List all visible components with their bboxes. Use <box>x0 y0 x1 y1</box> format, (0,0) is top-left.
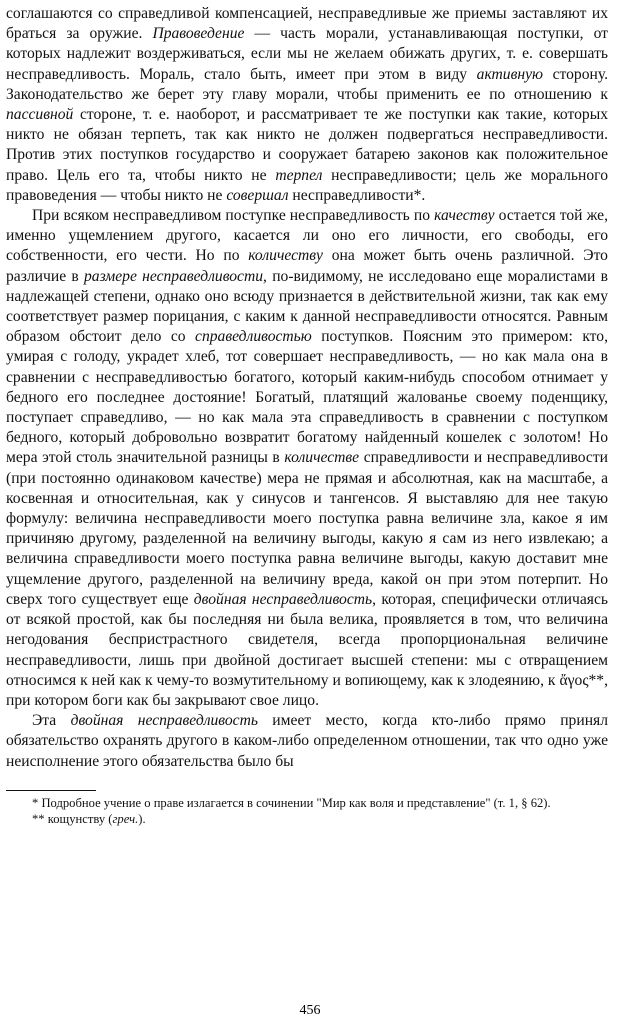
text-run: несправедливости; цель же морального правоведения — чтобы никто не <box>6 166 608 204</box>
text-run: несправедливости*. <box>288 186 426 204</box>
italic-run: двойная несправедливость <box>70 712 258 730</box>
text-run: соглашаются со справедливой компенсацией, несправедливые же приемы заставляют их браться за оружие. <box>6 5 608 43</box>
italic-run: совершал <box>226 186 289 204</box>
text-run: сторону. Законодательство же берет эту главу морали, чтобы применить ее по отношению к <box>6 65 608 103</box>
footnotes <box>6 795 608 827</box>
text-run: она может быть очень различной. Это различие в <box>6 247 608 285</box>
text-run: стороне, т. е. наоборот, и рассматривает те же поступки как такие, которых никто не обязан терпеть, так как никто не должен подвергаться несправедливости. Против этих поступков государство и сооружает батарею законов как положительное право. Цель его та, чтобы никто не <box>6 106 608 184</box>
italic-run: количеству <box>248 247 323 265</box>
italic-run: активную <box>476 65 544 83</box>
italic-run: количестве <box>284 449 360 467</box>
text-run: остается той же, именно ущемлением другого, касается ли оно его личности, его свободы, его собственности, его чести. Но по <box>6 207 608 265</box>
footnote-divider <box>6 790 96 791</box>
footnote-1 <box>6 795 608 811</box>
italic-run: двойная несправедливость <box>193 590 373 608</box>
paragraph-3 <box>6 711 608 772</box>
main-text <box>6 4 608 772</box>
italic-run: качеству <box>434 207 495 225</box>
text-run: * Подробное учение о праве излагается в сочинении "Мир как воля и представление" (т. 1, § 62). <box>32 795 551 810</box>
text-run: Эта <box>32 712 71 730</box>
text-run: ** кощунству ( <box>32 811 113 826</box>
text-run: поступков. Поясним это примером: кто, умирая с голоду, украдет хлеб, тот совершает несправедливость, — но как мала она в сравнении с несправедливостью богатого, который каким-нибудь способом отнимает у бедного его последнее достояние! Богатый, платящий жалованье своему поденщику, поступает справедливо, — но как мала эта справедливость в сравнении с поступком бедного, который добровольно возвратит богатому найденный кошелек с золотом! Но мера этой столь значительной разницы в <box>6 328 608 467</box>
footnote-2 <box>6 811 608 827</box>
text-run: При всяком несправедливом поступке несправедливость по <box>32 207 435 225</box>
italic-run: размере несправедливости <box>84 267 264 285</box>
text-run: ). <box>138 811 146 826</box>
paragraph-2 <box>6 206 608 711</box>
text-run: — часть морали, устанавливающая поступки, от которых надлежит воздерживаться, если мы не желаем обижать других, т. е. совершать несправедливость. Мораль, стало быть, имеет при этом в виду <box>6 25 608 83</box>
italic-run: Правоведение <box>152 25 245 43</box>
text-run: , по-видимому, не исследовано еще моралистами в надлежащей степени, однако оно всюду признается в действительной жизни, так как ему соответствует размер порицания, с каким к данной несправедливости относятся. Равным образом обстоит дело со <box>6 267 608 346</box>
text-run: , которая, специфически отличаясь от всякой простой, как бы последняя ни была велика, проявляется в том, что величина негодования беспристрастного свидетеля, всегда пропорциональная величине несправедливости, лишь при двойной достигает высшей степени: мы с отвращением относимся к ней как к чему-то возмутительному и вопиющему, как к злодеянию, к ἄγος**, при котором боги как бы закрывают свое лицо. <box>6 590 608 709</box>
text-run: имеет место, когда кто-либо прямо принял обязательство охранять другого в каком-либо определенном отношении, так что одно уже неисполнение этого обязательства было бы <box>6 712 608 770</box>
italic-run: греч. <box>112 811 139 826</box>
italic-run: пассивной <box>6 106 74 124</box>
paragraph-1 <box>6 4 608 206</box>
text-run: справедливости и несправедливости (при постоянно одинаковом качестве) мера не прямая и абсолютная, как на масштабе, а косвенная и относительная, как у синусов и тангенсов. Я выставляю для нее такую формулу: величина несправедливости моего поступка равна величине зла, какое я им причиняю другому, разделенной на величину выгоды, какую я сам из него извлекаю; а величина справедливости моего поступка равна величине выгоды, какую доставит мне ущемление другого, разделенной на величину вреда, какой он при этом потерпит. Но сверх того существует еще <box>6 449 608 608</box>
page-number: 456 <box>299 1003 321 1018</box>
italic-run: справедливостью <box>195 328 312 346</box>
italic-run: терпел <box>275 166 323 184</box>
